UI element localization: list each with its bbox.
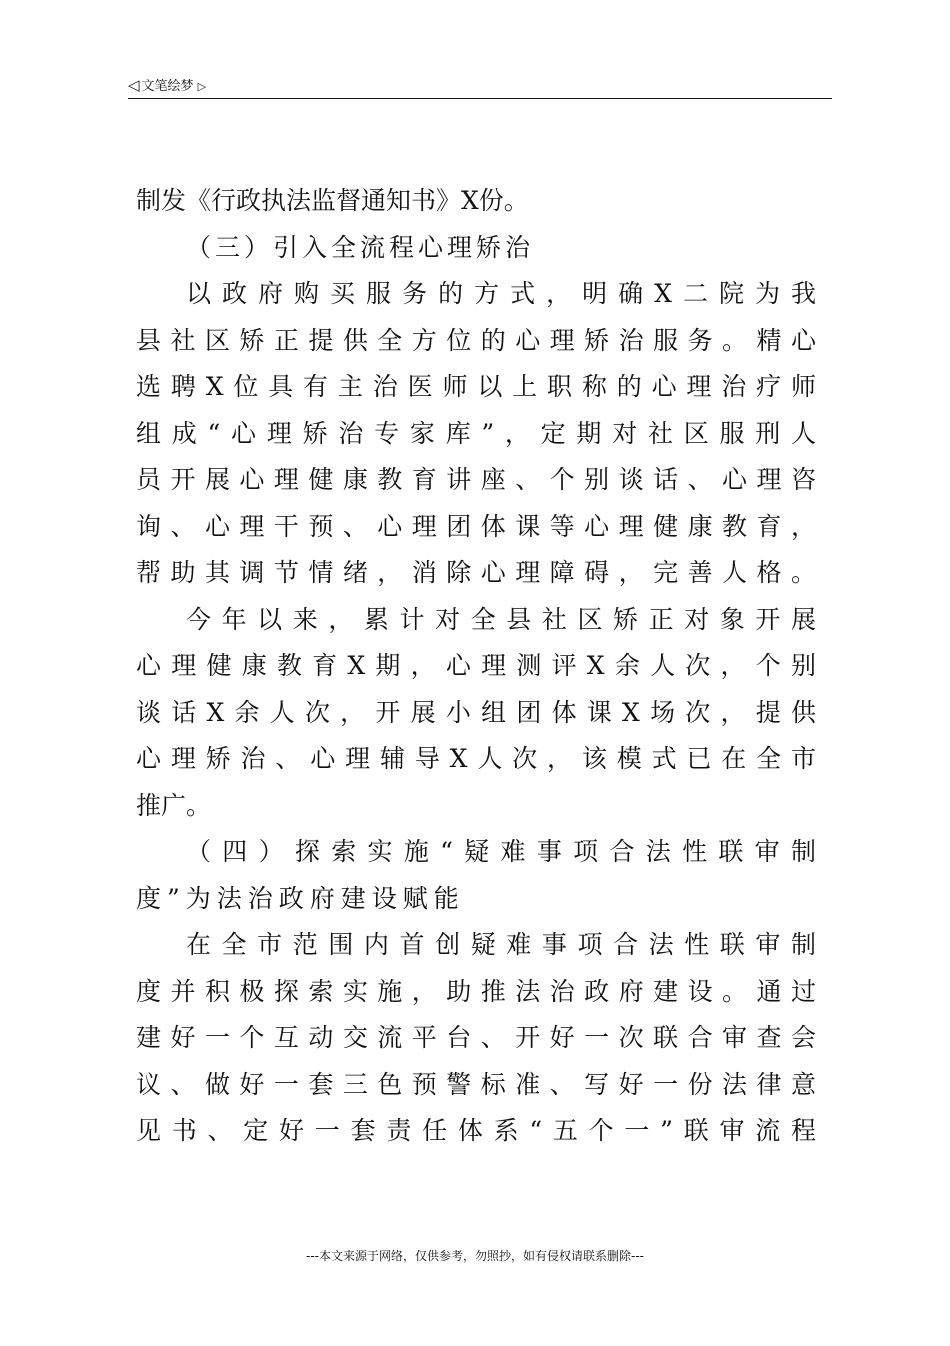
document-body xyxy=(136,178,816,1155)
header-title xyxy=(128,74,206,98)
paragraph-line: 谈话X余人次，开展小组团体课X场次，提供 xyxy=(136,697,816,727)
paragraph-line: 议、做好一套三色预警标准、写好一份法律意 xyxy=(136,1069,816,1099)
paragraph-line: 今年以来，累计对全县社区矫正对象开展 xyxy=(186,604,816,634)
paragraph-line: 员开展心理健康教育讲座、个别谈话、心理咨 xyxy=(136,465,816,494)
paragraph-line: 心理矫治、心理辅导X人次，该模式已在全市 xyxy=(136,744,816,773)
left-triangle-icon: ◁ xyxy=(128,76,140,94)
paragraph-line: 推广。 xyxy=(136,790,212,820)
paragraph-line: 在全市范围内首创疑难事项合法性联审制 xyxy=(186,930,816,959)
page-header xyxy=(128,74,832,100)
paragraph-line: 组成“心理矫治专家库”，定期对社区服刑人 xyxy=(136,418,816,448)
paragraph-line: 制发《行政执法监督通知书》X份。 xyxy=(136,186,529,215)
paragraph-line: 以政府购买服务的方式，明确X二院为我 xyxy=(186,279,816,308)
section-heading-4-cont: 度”为法治政府建设赋能 xyxy=(136,883,465,913)
paragraph-line: 建好一个互动交流平台、开好一次联合审查会 xyxy=(136,1023,816,1052)
page-footer-disclaimer: ---本文来源于网络，仅供参考，勿照抄，如有侵权请联系删除--- xyxy=(306,1249,644,1263)
paragraph-line: 县社区矫正提供全方位的心理矫治服务。精心 xyxy=(136,325,816,355)
header-divider xyxy=(128,98,832,99)
paragraph-line: 询、心理干预、心理团体课等心理健康教育， xyxy=(136,511,816,541)
right-triangle-icon: ▷ xyxy=(197,80,207,93)
paragraph-line: 度并积极探索实施，助推法治政府建设。通过 xyxy=(136,976,816,1006)
section-heading-3: （三）引入全流程心理矫治 xyxy=(186,232,535,262)
paragraph-line: 见书、定好一套责任体系“五个一”联审流程 xyxy=(136,1116,816,1145)
paragraph-line: 选聘X位具有主治医师以上职称的心理治疗师 xyxy=(136,372,816,401)
header-title-text: 文笔绘梦 xyxy=(141,79,194,94)
paragraph-line: 帮助其调节情绪，消除心理障碍，完善人格。 xyxy=(136,558,816,587)
section-heading-4: （四）探索实施“疑难事项合法性联审制 xyxy=(186,837,816,866)
paragraph-line: 心理健康教育X期，心理测评X余人次，个别 xyxy=(136,651,816,680)
